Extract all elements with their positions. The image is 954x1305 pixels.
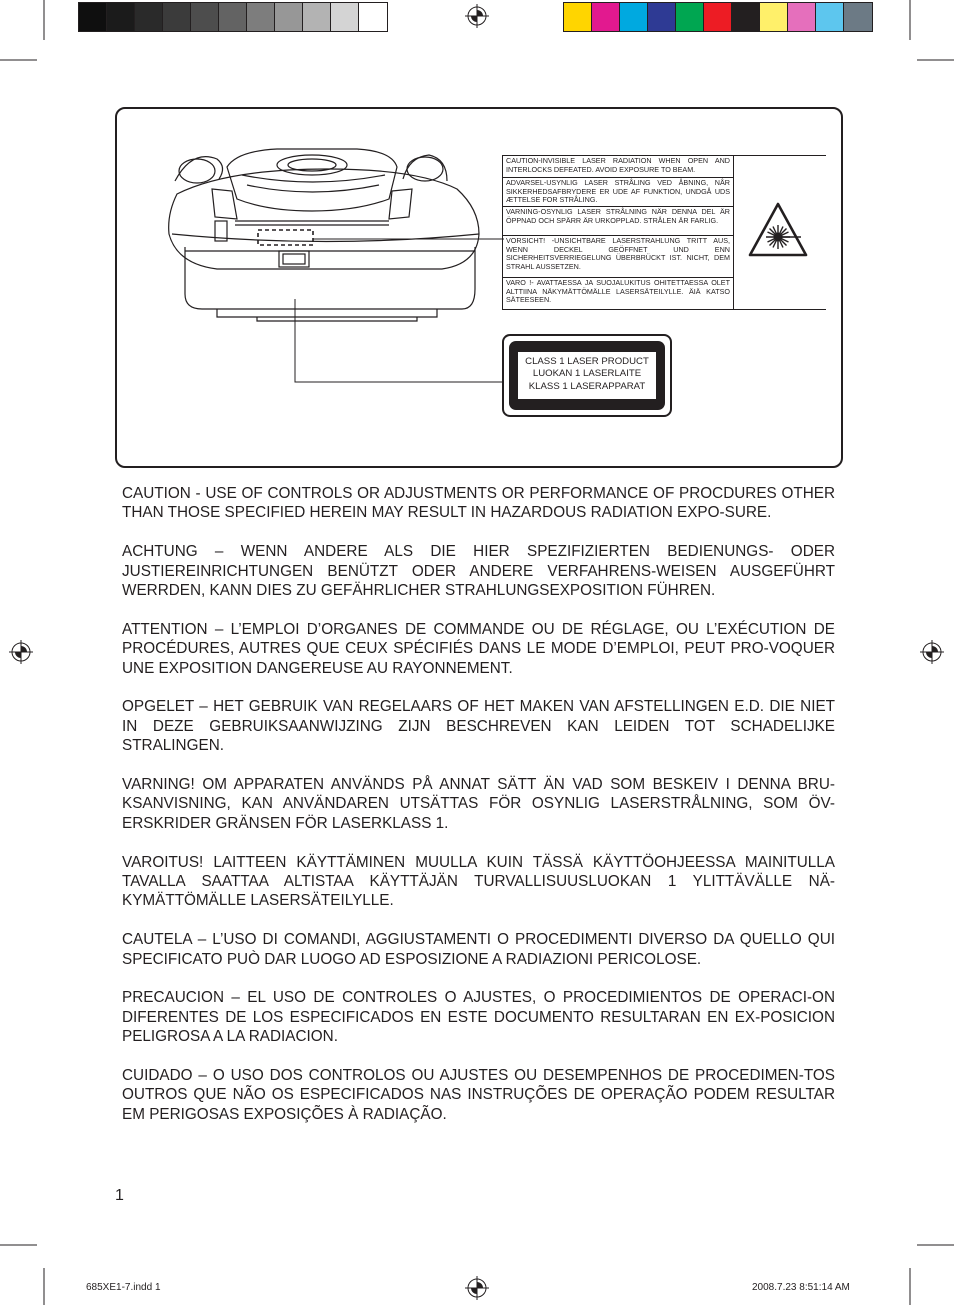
caution-portuguese: CUIDADO – O USO DOS CONTROLOS OU AJUSTES OU DESEMPENHOS DE PROCEDIMEN-TOS OUTROS QUE NÃO OS ESPECIFICADOS NAS INSTRUÇÕES DE OPERAÇÃO PODEM RESULTAR EM PERIGOSAS EXPOSIÇÕES À RADIAÇÃO. [122, 1067, 835, 1123]
caution-swedish: VARNING! OM APPARATEN ANVÄNDS PÅ ANNAT SÄTT ÄN VAD SOM BESKEIV I DENNA BRU-KSANVISNING, KAN ANVÄNDAREN UTSÄTTAS FÖR OSYNLIG LASERSTRÅLNING, SOM ÖV-ERSKRIDER GRÄNSEN FÖR LASERKLASS 1. [122, 776, 835, 832]
class-label-line3: KLASS 1 LASERAPPARAT [528, 380, 646, 392]
laser-warning-table [502, 155, 826, 310]
caution-dutch: OPGELET – HET GEBRUIK VAN REGELAARS OF HET MAKEN VAN AFSTELLINGEN E.D. DIE NIET IN DEZE GEBRUIKSAANWIJZING ZIJN BESCHREVEN KAN LEIDEN TOT SCHADELIJKE STRALINGEN. [122, 698, 835, 755]
registration-mark-top [465, 4, 489, 28]
class-label-frame [509, 341, 665, 410]
warning-finnish: VARO !- AVATTAESSA JA SUOJALUKITUS OHITETTAESSA OLET ALTTIINA NÄKYMÄTTÖMÄLLE LASERSÄTEILYLLE. ÄIÄ KATSO SÄTEESEEN. [502, 278, 734, 310]
class1-laser-label [502, 334, 672, 417]
class-label-text [518, 352, 656, 399]
registration-mark-bottom [465, 1276, 489, 1300]
warning-swedish: VARNING-OSYNLIG LASER STRÅLNING NÄR DENNA DEL ÄR ÖPPNAD OCH SPÄRR ÄR URKOPPLAD. STRÅLEN ÄR FARLIG. [502, 207, 734, 236]
page-number: 1 [115, 1187, 124, 1204]
class-label-line1: CLASS 1 LASER PRODUCT [525, 356, 649, 367]
slug-timestamp: 2008.7.23 8:51:14 AM [752, 1282, 850, 1293]
caution-finnish: VAROITUS! LAITTEEN KÄYTTÄMINEN MUULLA KUIN TÄSSÄ KÄYTTÖOHJEESSA MAINITULLA TAVALLA SAATTAA ALTISTAA KÄYTTÄJÄN TURVALLISUUSLUOKAN 1 YLITTÄVÄLLE NÄ-KYMÄTTÖMÄLLE LASERSÄTEILYLLE. [122, 853, 835, 910]
registration-mark-left [9, 640, 33, 664]
laser-symbol-cell [733, 155, 826, 310]
laser-hazard-icon [747, 201, 809, 259]
registration-mark-right [920, 640, 944, 664]
caution-english: CAUTION - USE OF CONTROLS OR ADJUSTMENTS OR PERFORMANCE OF PROCDURES OTHER THAN THOSE SPECIFIED HEREIN MAY RESULT IN HAZARDOUS RADIATION EXPO-SURE. [122, 485, 835, 522]
caution-french: ATTENTION – L’EMPLOI D’ORGANES DE COMMANDE OU DE RÉGLAGE, OU L’EXÉCUTION DE PROCÉDURES, AUTRES QUE CEUX SPÉCIFIÉS DANS LE MODE D’EMPLOI, PEUT PRO-VOQUER UNE EXPOSITION DANGEREUSE AU RAYONNEMENT. [122, 620, 835, 677]
warning-german: VORSICHT! -UNSICHTBARE LASERSTRAHLUNG TRITT AUS, WENN DECKEL GEÖFFNET UND ENN SICHERHEITSVERRIEGELUNG ÜBERBRÜCKT IST. NICHT, DEM STRAHL AUSSETZEN. [502, 236, 734, 278]
caution-paragraphs [122, 484, 835, 1144]
warning-rows [502, 155, 734, 310]
warning-danish: ADVARSEL-USYNLIG LASER STRÅLING VED ÅBNING, NÅR SIKKERHEDSAFBRYDERE ER UDE AF FUNKTION, UNDGÅ UDS ÆTTELSE FOR STRÅLING. [502, 178, 734, 207]
caution-italian: CAUTELA – L’USO DI COMANDI, AGGIUSTAMENTI O PROCEDIMENTI DIVERSO DA QUELLO QUI SPECIFICATO PUÒ DAR LUOGO AD ESPOSIZIONE A RADIAZIONI PERICOLOSE. [122, 931, 835, 968]
caution-spanish: PRECAUCION – EL USO DE CONTROLES O AJUSTES, O PROCEDIMIENTOS DE OPERACI-ON DIFERENTES DE LOS ESPECIFICADOS EN ESTE DOCUMENTO RESULTARAN EN EX-POSICION PELIGROSA A LA RADIACION. [122, 989, 835, 1046]
caution-german: ACHTUNG – WENN ANDERE ALS DIE HIER SPEZIFIZIERTEN BEDIENUNGS- ODER JUSTIEREINRICHTUNGEN BENÜTZT ODER ANDERE VERFAHRENS-WEISEN AUSGEFÜHRT WERRDEN, KANN DIES ZU GEFÄHRLICHER STRAHLUNGSEXPOSITION FÜHREN. [122, 543, 835, 600]
warning-english: CAUTION-INVISIBLE LASER RADIATION WHEN OPEN AND INTERLOCKS DEFEATED. AVOID EXPOSURE TO BEAM. [502, 155, 734, 178]
class-label-line2: LUOKAN 1 LASERLAITE [532, 368, 642, 380]
slug-filename: 685XE1-7.indd 1 [86, 1282, 161, 1293]
